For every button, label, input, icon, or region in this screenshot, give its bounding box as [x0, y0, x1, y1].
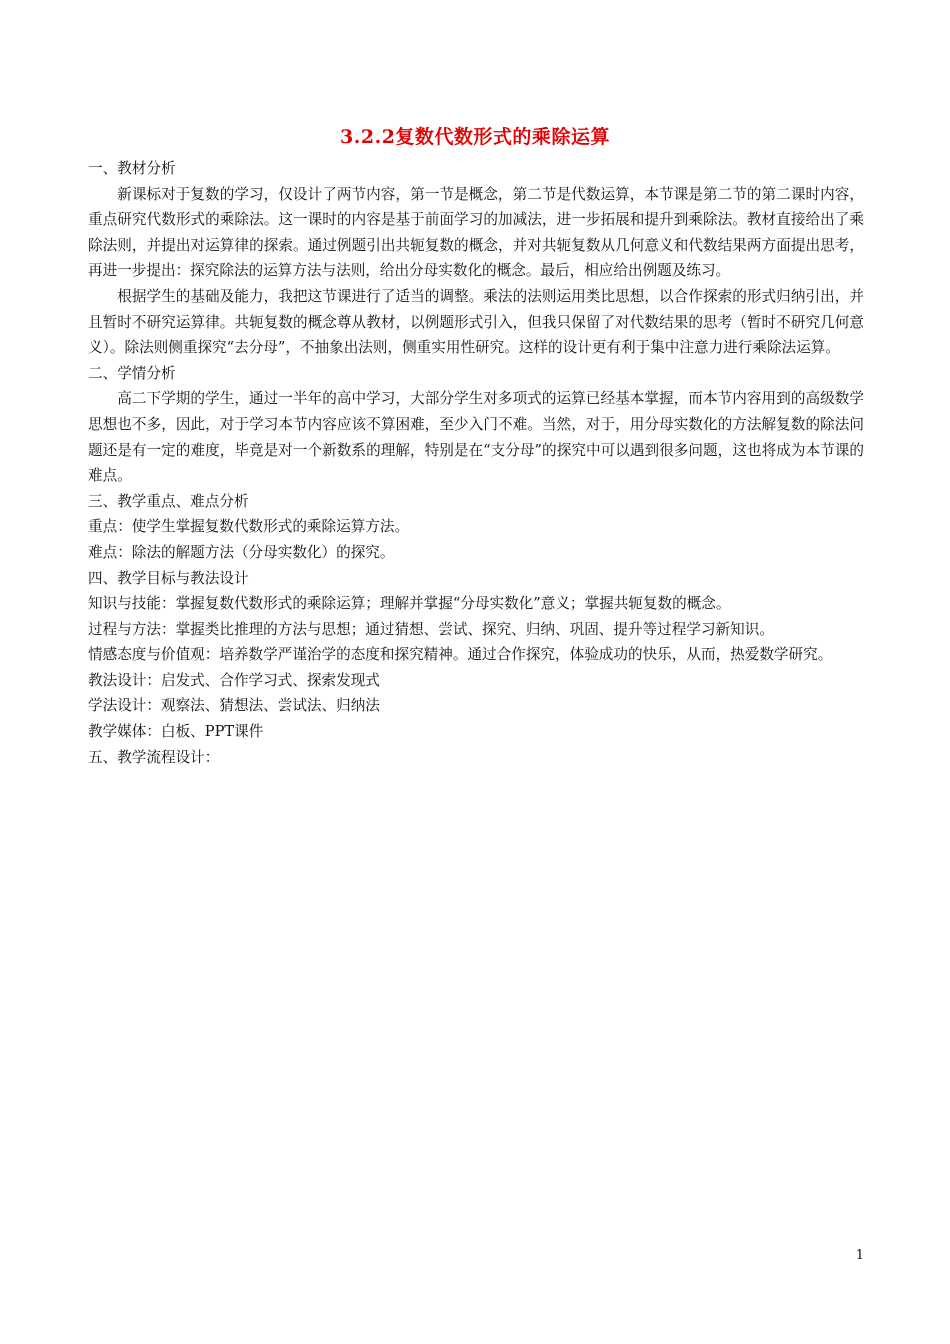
page-number: 1	[855, 1248, 864, 1263]
paragraph-textbook-analysis-2: 根据学生的基础及能力，我把这节课进行了适当的调整。乘法的法则运用类比思想，以合作探索的形式归纳引出，并且暂时不研究运算律。共轭复数的概念尊从教材，以例题形式引入，但我只保留了对代数结果的思考（暂时不研究几何意义）。除法则侧重探究“去分母”，不抽象出法则，侧重实用性研究。这样的设计更有利于集中注意力进行乘除法运算。	[88, 287, 864, 357]
section-heading-teaching-flow: 五、教学流程设计：	[88, 748, 220, 766]
key-point-line: 重点：使学生掌握复数代数形式的乘除运算方法。	[88, 518, 410, 536]
goal-knowledge-skills: 知识与技能：掌握复数代数形式的乘除运算；理解并掌握“分母实数化”意义；掌握共轭复数的概念。	[88, 595, 731, 613]
section-heading-goals-methods: 四、教学目标与教法设计	[88, 569, 249, 587]
paragraph-student-analysis: 高二下学期的学生，通过一半年的高中学习，大部分学生对多项式的运算已经基本掌握，而本节内容用到的高级数学思想也不多，因此，对于学习本节内容应该不算困难，至少入门不难。当然，对于，用分母实数化的方法解复数的除法问题还是有一定的难度，毕竟是对一个新数系的理解，特别是在“支分母”的探究中可以遇到很多问题，这也将成为本节课的难点。	[88, 390, 864, 485]
goal-process-methods: 过程与方法：掌握类比推理的方法与思想；通过猜想、尝试、探究、归纳、巩固、提升等过程学习新知识。	[88, 620, 774, 638]
teaching-media: 教学媒体：白板、PPT课件	[88, 723, 264, 741]
paragraph-textbook-analysis-1: 新课标对于复数的学习，仅设计了两节内容，第一节是概念，第二节是代数运算，本节课是第二节的第二课时内容，重点研究代数形式的乘除法。这一课时的内容是基于前面学习的加减法，进一步拓展和提升到乘除法。教材直接给出了乘除法则，并提出对运算律的探索。通过例题引出共轭复数的概念，并对共轭复数从几何意义和代数结果两方面提出思考，再进一步提出：探究除法的运算方法与法则，给出分母实数化的概念。最后，相应给出例题及练习。	[88, 185, 864, 280]
section-heading-key-difficult-points: 三、教学重点、难点分析	[88, 492, 249, 510]
document-body	[88, 156, 864, 770]
section-heading-student-analysis: 二、学情分析	[88, 364, 176, 382]
document-title: 3.2.2复数代数形式的乘除运算	[340, 126, 610, 148]
difficult-point-line: 难点：除法的解题方法（分母实数化）的探究。	[88, 543, 395, 561]
learning-method-design: 学法设计：观察法、猜想法、尝试法、归纳法	[88, 697, 380, 715]
teaching-method-design: 教法设计：启发式、合作学习式、探索发现式	[88, 671, 380, 689]
section-heading-textbook-analysis: 一、教材分析	[88, 160, 176, 177]
goal-emotion-values: 情感态度与价值观：培养数学严谨治学的态度和探究精神。通过合作探究，体验成功的快乐，从而，热爱数学研究。	[88, 646, 833, 664]
